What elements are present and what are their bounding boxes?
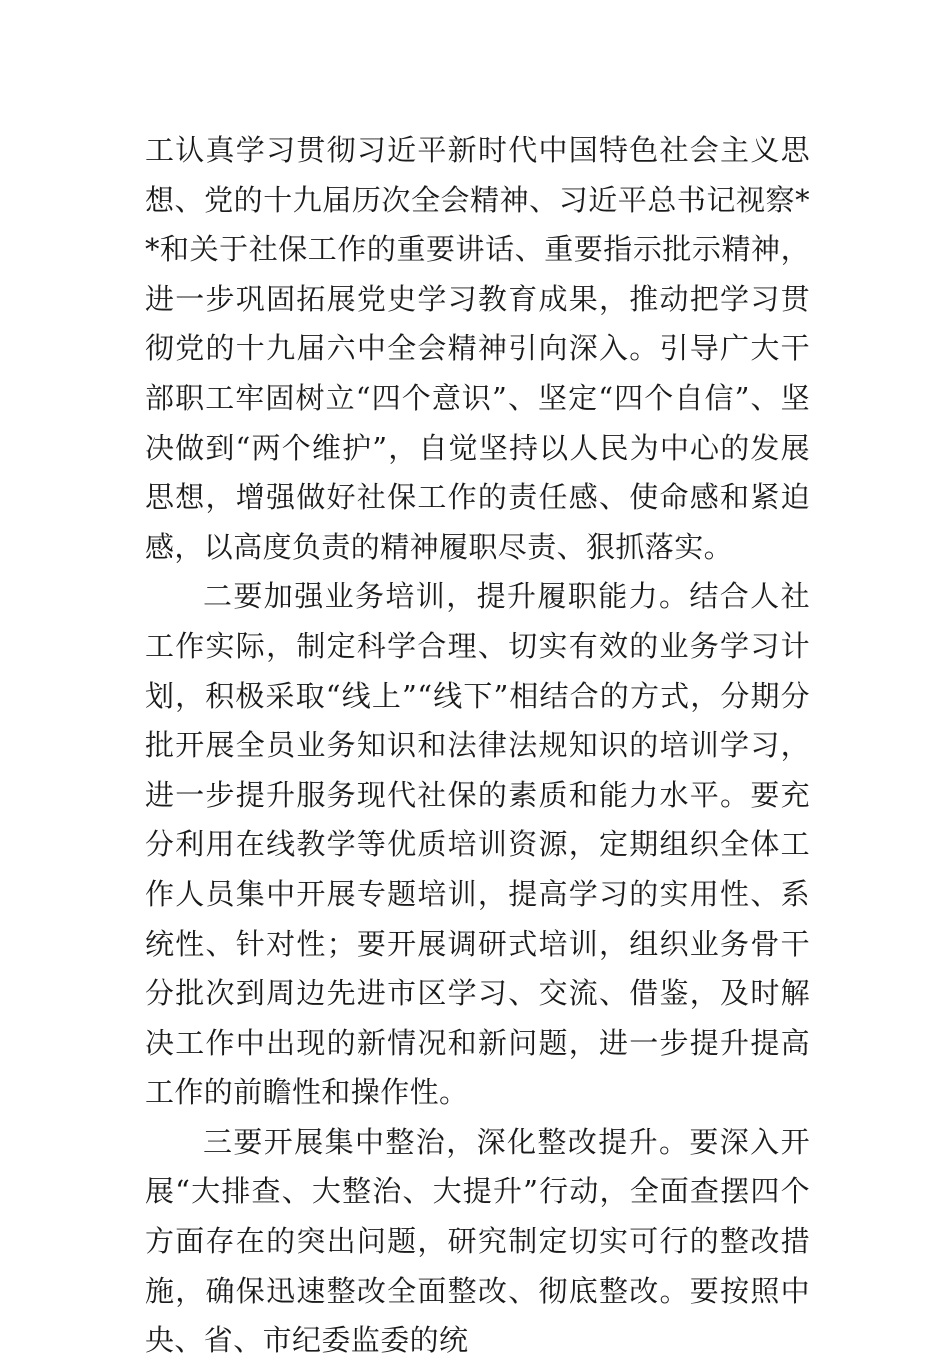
paragraph-3: 三要开展集中整治，深化整改提升。要深入开展“大排查、大整治、大提升”行动，全面查摆四个方面存在的突出问题，研究制定切实可行的整改措施，确保迅速整改全面整改、彻底整改。要按照中央、省、市纪委监委的统 [145,1124,810,1358]
paragraph-1: 工认真学习贯彻习近平新时代中国特色社会主义思想、党的十九届历次全会精神、习近平总书记视察**和关于社保工作的重要讲话、重要指示批示精神，进一步巩固拓展党史学习教育成果，推动把学习贯彻党的十九届六中全会精神引向深入。引导广大干部职工牢固树立“四个意识”、坚定“四个自信”、坚决做到“两个维护”，自觉坚持以人民为中心的发展思想，增强做好社保工作的责任感、使命感和紧迫感，以高度负责的精神履职尽责、狠抓落实。 [145,133,810,564]
paragraph-2: 二要加强业务培训，提升履职能力。结合人社工作实际，制定科学合理、切实有效的业务学习计划，积极采取“线上”“线下”相结合的方式，分期分批开展全员业务知识和法律法规知识的培训学习，进一步提升服务现代社保的素质和能力水平。要充分利用在线教学等优质培训资源，定期组织全体工作人员集中开展专题培训，提高学习的实用性、系统性、针对性；要开展调研式培训，组织业务骨干分批次到周边先进市区学习、交流、借鉴，及时解决工作中出现的新情况和新问题，进一步提升提高工作的前瞻性和操作性。 [145,579,810,1110]
document-body [145,126,810,1366]
